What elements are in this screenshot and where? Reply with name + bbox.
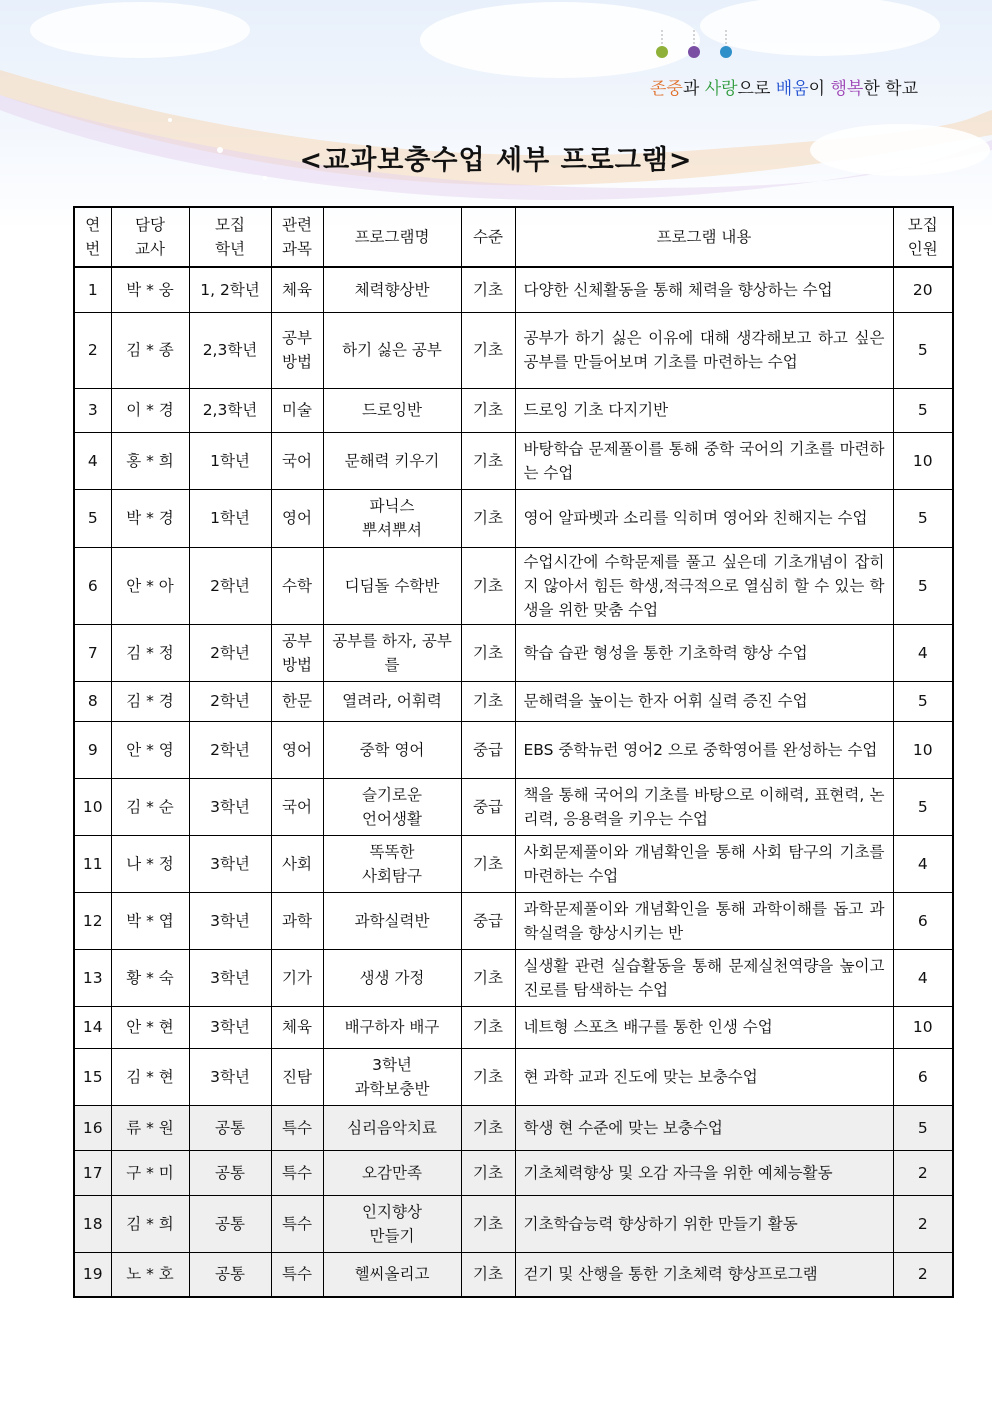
cell-program-name: 생생 가정 (323, 949, 461, 1006)
cell-level: 기초 (461, 835, 515, 892)
cell-no: 11 (74, 835, 111, 892)
cell-program-content: 공부가 하기 싫은 이유에 대해 생각해보고 하고 싶은 공부를 만들어보며 기초를 마련하는 수업 (515, 312, 893, 388)
sky-decoration (0, 0, 992, 230)
cell-teacher: 김 * 순 (111, 778, 189, 835)
motto-part: 사랑 (704, 79, 738, 99)
cell-grade: 공통 (189, 1195, 271, 1252)
cell-count: 4 (893, 624, 953, 681)
cell-subject: 수학 (271, 547, 323, 624)
cell-teacher: 구 * 미 (111, 1150, 189, 1195)
cell-level: 기초 (461, 1048, 515, 1105)
cell-no: 6 (74, 547, 111, 624)
cell-program-content: 실생활 관련 실습활동을 통해 문제실천역량을 높이고 진로를 탐색하는 수업 (515, 949, 893, 1006)
cell-count: 10 (893, 721, 953, 778)
motto-part: 한 학교 (863, 79, 919, 99)
cell-no: 16 (74, 1105, 111, 1150)
cell-program-name: 공부를 하자, 공부를 (323, 624, 461, 681)
cell-grade: 3학년 (189, 835, 271, 892)
school-motto (650, 74, 918, 99)
cell-program-content: 바탕학습 문제풀이를 통해 중학 국어의 기초를 마련하는 수업 (515, 432, 893, 489)
cell-program-name: 체력향상반 (323, 267, 461, 312)
cell-subject: 사회 (271, 835, 323, 892)
motto-part: 으로 (737, 79, 776, 99)
cell-program-content: 걷기 및 산행을 통한 기초체력 향상프로그램 (515, 1252, 893, 1297)
cell-program-content: 다양한 신체활동을 통해 체력을 향상하는 수업 (515, 267, 893, 312)
cell-grade: 2학년 (189, 721, 271, 778)
cell-level: 기초 (461, 949, 515, 1006)
cell-grade: 공통 (189, 1252, 271, 1297)
table-row (74, 624, 953, 681)
motto-part: 과 (682, 79, 705, 99)
cell-grade: 2,3학년 (189, 312, 271, 388)
cell-no: 15 (74, 1048, 111, 1105)
cell-teacher: 홍 * 희 (111, 432, 189, 489)
cell-subject: 한문 (271, 681, 323, 721)
header-teacher: 담당 교사 (111, 207, 189, 267)
cell-grade: 1, 2학년 (189, 267, 271, 312)
cell-subject: 국어 (271, 432, 323, 489)
cell-count: 5 (893, 312, 953, 388)
cell-program-name: 인지향상 만들기 (323, 1195, 461, 1252)
cell-count: 6 (893, 892, 953, 949)
cell-level: 기초 (461, 1252, 515, 1297)
cell-subject: 특수 (271, 1195, 323, 1252)
cell-subject: 공부 방법 (271, 624, 323, 681)
cell-program-content: 학습 습관 형성을 통한 기초학력 향상 수업 (515, 624, 893, 681)
cell-program-name: 파닉스 뿌셔뿌셔 (323, 489, 461, 547)
cell-program-name: 배구하자 배구 (323, 1006, 461, 1048)
table-row (74, 1252, 953, 1297)
cell-level: 기초 (461, 489, 515, 547)
table-row (74, 312, 953, 388)
table-row (74, 489, 953, 547)
cell-grade: 공통 (189, 1105, 271, 1150)
header-level: 수준 (461, 207, 515, 267)
cell-level: 중급 (461, 721, 515, 778)
cell-teacher: 노 * 호 (111, 1252, 189, 1297)
table-row (74, 432, 953, 489)
cell-teacher: 이 * 경 (111, 388, 189, 432)
cell-teacher: 박 * 경 (111, 489, 189, 547)
cell-grade: 3학년 (189, 892, 271, 949)
cell-no: 7 (74, 624, 111, 681)
cell-grade: 2학년 (189, 624, 271, 681)
cell-subject: 국어 (271, 778, 323, 835)
cell-program-name: 오감만족 (323, 1150, 461, 1195)
motto-part: 이 (808, 79, 831, 99)
cell-grade: 2학년 (189, 681, 271, 721)
cell-no: 18 (74, 1195, 111, 1252)
cell-no: 5 (74, 489, 111, 547)
cell-teacher: 김 * 희 (111, 1195, 189, 1252)
cell-program-content: 문해력을 높이는 한자 어휘 실력 증진 수업 (515, 681, 893, 721)
cell-level: 기초 (461, 267, 515, 312)
cell-count: 6 (893, 1048, 953, 1105)
table-row (74, 388, 953, 432)
table-row (74, 267, 953, 312)
cell-no: 12 (74, 892, 111, 949)
header-subject: 관련 과목 (271, 207, 323, 267)
cell-no: 8 (74, 681, 111, 721)
cell-teacher: 황 * 숙 (111, 949, 189, 1006)
cell-teacher: 류 * 원 (111, 1105, 189, 1150)
cell-count: 5 (893, 489, 953, 547)
cell-program-name: 드로잉반 (323, 388, 461, 432)
header-count: 모집 인원 (893, 207, 953, 267)
cell-count: 5 (893, 1105, 953, 1150)
cell-no: 14 (74, 1006, 111, 1048)
table-row (74, 835, 953, 892)
motto-part: 배움 (775, 79, 809, 99)
cell-grade: 공통 (189, 1150, 271, 1195)
cell-program-name: 하기 싫은 공부 (323, 312, 461, 388)
header-program-name: 프로그램명 (323, 207, 461, 267)
cell-subject: 미술 (271, 388, 323, 432)
cell-grade: 3학년 (189, 1048, 271, 1105)
cell-program-content: 기초학습능력 향상하기 위한 만들기 활동 (515, 1195, 893, 1252)
cell-no: 3 (74, 388, 111, 432)
cell-no: 4 (74, 432, 111, 489)
cell-no: 2 (74, 312, 111, 388)
cell-count: 10 (893, 432, 953, 489)
cell-subject: 영어 (271, 721, 323, 778)
cell-teacher: 김 * 경 (111, 681, 189, 721)
motto-part: 존중 (650, 79, 683, 99)
cell-count: 5 (893, 681, 953, 721)
cell-level: 기초 (461, 624, 515, 681)
cell-level: 기초 (461, 1105, 515, 1150)
cell-grade: 3학년 (189, 949, 271, 1006)
cell-program-content: 수업시간에 수학문제를 풀고 싶은데 기초개념이 잡히지 않아서 힘든 학생,적극적으로 열심히 할 수 있는 학생을 위한 맞춤 수업 (515, 547, 893, 624)
cell-teacher: 김 * 종 (111, 312, 189, 388)
cell-program-content: 과학문제풀이와 개념확인을 통해 과학이해를 돕고 과학실력을 향상시키는 반 (515, 892, 893, 949)
cell-subject: 특수 (271, 1105, 323, 1150)
cell-grade: 2,3학년 (189, 388, 271, 432)
cell-program-content: 현 과학 교과 진도에 맞는 보충수업 (515, 1048, 893, 1105)
motto-part: 행복 (830, 79, 864, 99)
cell-level: 기초 (461, 547, 515, 624)
cell-subject: 과학 (271, 892, 323, 949)
cell-program-name: 똑똑한 사회탐구 (323, 835, 461, 892)
cell-count: 2 (893, 1195, 953, 1252)
cell-count: 4 (893, 835, 953, 892)
cell-no: 10 (74, 778, 111, 835)
cell-program-name: 열려라, 어휘력 (323, 681, 461, 721)
table-row (74, 1006, 953, 1048)
cell-subject: 진탐 (271, 1048, 323, 1105)
table-row (74, 1105, 953, 1150)
program-table (73, 206, 954, 1298)
cell-no: 9 (74, 721, 111, 778)
cell-level: 기초 (461, 1006, 515, 1048)
cell-teacher: 김 * 현 (111, 1048, 189, 1105)
cell-no: 1 (74, 267, 111, 312)
cell-program-name: 슬기로운 언어생활 (323, 778, 461, 835)
table-row (74, 892, 953, 949)
header-grade: 모집 학년 (189, 207, 271, 267)
table-row (74, 1048, 953, 1105)
table-row (74, 949, 953, 1006)
cell-program-name: 디딤돌 수학반 (323, 547, 461, 624)
page-title: <교과보충수업 세부 프로그램> (299, 145, 693, 176)
cell-no: 19 (74, 1252, 111, 1297)
cell-count: 5 (893, 778, 953, 835)
cell-teacher: 안 * 영 (111, 721, 189, 778)
motto-dots-icon (650, 28, 740, 62)
table-header-row (74, 207, 953, 267)
cell-program-name: 문해력 키우기 (323, 432, 461, 489)
cell-teacher: 김 * 정 (111, 624, 189, 681)
cell-program-content: 드로잉 기초 다지기반 (515, 388, 893, 432)
cell-level: 기초 (461, 1150, 515, 1195)
cell-program-content: EBS 중학뉴런 영어2 으로 중학영어를 완성하는 수업 (515, 721, 893, 778)
cell-program-name: 심리음악치료 (323, 1105, 461, 1150)
cell-teacher: 박 * 웅 (111, 267, 189, 312)
cell-program-content: 사회문제풀이와 개념확인을 통해 사회 탐구의 기초를 마련하는 수업 (515, 835, 893, 892)
cell-level: 중급 (461, 892, 515, 949)
cell-program-content: 기초체력향상 및 오감 자극을 위한 예체능활동 (515, 1150, 893, 1195)
cell-level: 기초 (461, 1195, 515, 1252)
cell-program-content: 학생 현 수준에 맞는 보충수업 (515, 1105, 893, 1150)
table-row (74, 547, 953, 624)
cell-count: 20 (893, 267, 953, 312)
cell-count: 5 (893, 547, 953, 624)
cell-subject: 체육 (271, 1006, 323, 1048)
table-row (74, 1150, 953, 1195)
table-row (74, 1195, 953, 1252)
cell-teacher: 나 * 정 (111, 835, 189, 892)
cell-program-content: 책을 통해 국어의 기초를 바탕으로 이해력, 표현력, 논리력, 응용력을 키우는 수업 (515, 778, 893, 835)
cell-teacher: 박 * 엽 (111, 892, 189, 949)
cell-level: 기초 (461, 388, 515, 432)
cell-count: 2 (893, 1252, 953, 1297)
cell-teacher: 안 * 현 (111, 1006, 189, 1048)
cell-subject: 기가 (271, 949, 323, 1006)
cell-program-name: 헬씨올리고 (323, 1252, 461, 1297)
cell-count: 10 (893, 1006, 953, 1048)
cell-count: 5 (893, 388, 953, 432)
cell-program-name: 3학년 과학보충반 (323, 1048, 461, 1105)
cell-grade: 1학년 (189, 489, 271, 547)
table-row (74, 681, 953, 721)
cell-program-content: 영어 알파벳과 소리를 익히며 영어와 친해지는 수업 (515, 489, 893, 547)
cell-program-content: 네트형 스포츠 배구를 통한 인생 수업 (515, 1006, 893, 1048)
cell-no: 13 (74, 949, 111, 1006)
cell-level: 기초 (461, 681, 515, 721)
table-row (74, 721, 953, 778)
cell-teacher: 안 * 아 (111, 547, 189, 624)
header-program-content: 프로그램 내용 (515, 207, 893, 267)
cell-level: 기초 (461, 432, 515, 489)
cell-count: 2 (893, 1150, 953, 1195)
cell-grade: 2학년 (189, 547, 271, 624)
cell-subject: 영어 (271, 489, 323, 547)
cell-level: 기초 (461, 312, 515, 388)
cell-level: 중급 (461, 778, 515, 835)
cell-program-name: 과학실력반 (323, 892, 461, 949)
cell-subject: 특수 (271, 1252, 323, 1297)
cell-count: 4 (893, 949, 953, 1006)
cell-subject: 특수 (271, 1150, 323, 1195)
cell-subject: 공부 방법 (271, 312, 323, 388)
table-row (74, 778, 953, 835)
cell-grade: 3학년 (189, 1006, 271, 1048)
cell-grade: 3학년 (189, 778, 271, 835)
cell-subject: 체육 (271, 267, 323, 312)
cell-no: 17 (74, 1150, 111, 1195)
cell-grade: 1학년 (189, 432, 271, 489)
cell-program-name: 중학 영어 (323, 721, 461, 778)
header-no: 연 번 (74, 207, 111, 267)
